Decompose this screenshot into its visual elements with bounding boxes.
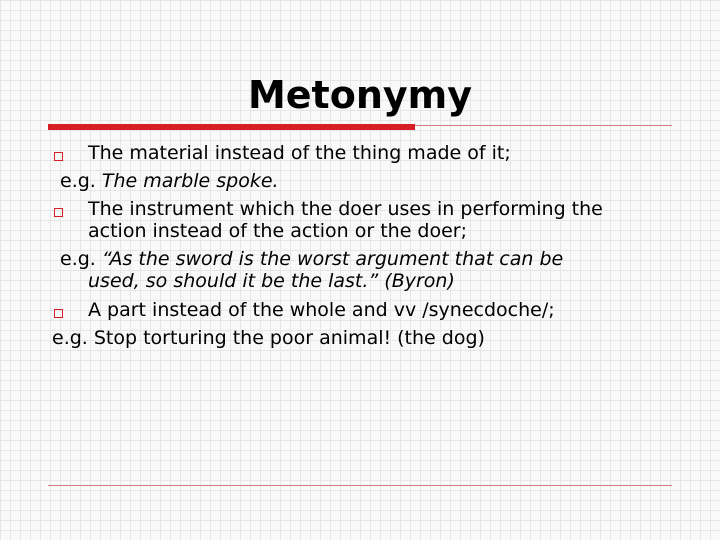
bullet-text: The material instead of the thing made of it;: [88, 142, 511, 164]
bullet-square-icon: [54, 208, 63, 217]
example-prefix: e.g.: [60, 248, 102, 270]
slide-title: Metonymy: [247, 73, 473, 117]
bullet-text: A part instead of the whole and vv /synecdoche/;: [88, 299, 555, 321]
bullet-text: The instrument which the doer uses in performing the: [88, 198, 603, 220]
bullet-square-icon: [54, 309, 63, 318]
example-line: e.g. Stop torturing the poor animal! (the dog): [52, 327, 485, 349]
footer-rule: [48, 485, 672, 486]
example-text: “As the sword is the worst argument that can be: [101, 248, 564, 270]
title-underline-thin: [415, 125, 672, 126]
example-text-continued: used, so should it be the last.” (Byron): [88, 270, 455, 292]
title-underline-accent: [48, 124, 415, 130]
example-prefix: e.g.: [60, 170, 102, 192]
example-line: [60, 169, 279, 194]
bullet-square-icon: [54, 152, 63, 161]
example-text: The marble spoke.: [101, 170, 279, 192]
bullet-text-continued: action instead of the action or the doer;: [88, 220, 468, 242]
